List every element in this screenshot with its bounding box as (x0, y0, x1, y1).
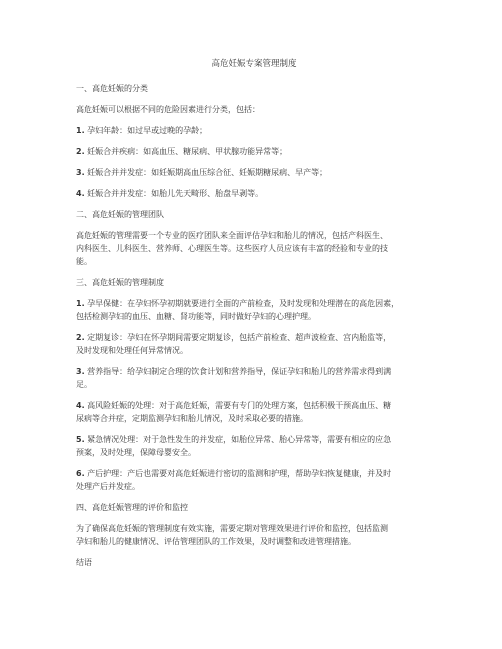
list-item (76, 433, 432, 459)
list-item (76, 166, 432, 179)
item-number: 2. (76, 333, 85, 342)
item-line: 孕早保健：在孕妇怀孕初期就要进行全面的产前检查，及时发现和处理潜在的高危因素， (87, 299, 400, 308)
section-1-heading: 一、高危妊娠的分类 (76, 84, 148, 93)
conclusion-heading: 结语 (76, 558, 92, 567)
item-line: 及时发现和处理任何异常情况。 (76, 346, 188, 355)
item-text: 妊娠合并并发症：如妊娠期高血压综合征、妊娠期糖尿病、早产等； (87, 168, 328, 177)
item-text: 妊娠合并并发症：如胎儿先天畸形、胎盘早剥等。 (87, 189, 264, 198)
item-number: 1. (76, 299, 85, 308)
item-number: 2. (76, 147, 85, 156)
item-line: 尿病等合并症，定期监测孕妇和胎儿情况，及时采取必要的措施。 (76, 414, 308, 423)
item-number: 3. (76, 367, 85, 376)
item-line: 产后护理：产后也需要对高危妊娠进行密切的监测和护理，帮助孕妇恢复健康，并及时 (87, 469, 392, 478)
item-number: 4. (76, 401, 85, 410)
list-item (76, 187, 432, 200)
list-item (76, 365, 432, 391)
section-4-heading: 四、高危妊娠管理的评价和监控 (76, 503, 188, 512)
section-3-heading: 三、高危妊娠的管理制度 (76, 278, 164, 287)
item-line: 紧急情况处理：对于急性发生的并发症，如胎位异常、胎心异常等，需要有相应的应急 (87, 435, 392, 444)
paragraph-line: 孕妇和胎儿的健康情况、评估管理团队的工作效果，及时调整和改进管理措施。 (76, 537, 356, 546)
document-page (76, 58, 432, 577)
section-2-heading: 二、高危妊娠的管理团队 (76, 210, 164, 219)
paragraph-line: 为了确保高危妊娠的管理制度有效实施，需要定期对管理效果进行评价和监控，包括监测 (76, 524, 388, 533)
item-line: 预案，及时处理，保障母婴安全。 (76, 448, 196, 457)
list-item (76, 124, 432, 137)
list-item (76, 331, 432, 357)
paragraph-line: 内科医生、儿科医生、营养师、心理医生等。这些医疗人员应该有丰富的经验和专业的技 (76, 244, 388, 253)
item-line: 包括检测孕妇的血压、血糖、肾功能等，同时做好孕妇的心理护理。 (76, 312, 316, 321)
item-text: 妊娠合并疾病：如高血压、糖尿病、甲状腺功能异常等； (87, 147, 288, 156)
list-item (76, 297, 432, 323)
item-line: 处理产后并发症。 (76, 482, 140, 491)
item-number: 3. (76, 168, 85, 177)
section-4-paragraph (76, 522, 432, 548)
item-number: 5. (76, 435, 85, 444)
item-line: 高风险妊娠的处理：对于高危妊娠，需要有专门的处理方案，包括积极干预高血压、糖 (87, 401, 392, 410)
item-number: 1. (76, 126, 85, 135)
section-2-paragraph (76, 229, 432, 268)
document-title: 高危妊娠专案管理制度 (211, 59, 297, 69)
item-text: 孕妇年龄：如过早或过晚的孕龄； (87, 126, 208, 135)
paragraph-line: 能。 (76, 257, 92, 266)
list-item (76, 399, 432, 425)
item-line: 定期复诊：孕妇在怀孕期间需要定期复诊，包括产前检查、超声波检查、宫内胎监等， (87, 333, 392, 342)
paragraph-line: 高危妊娠的管理需要一个专业的医疗团队来全面评估孕妇和胎儿的情况，包括产科医生、 (76, 231, 388, 240)
item-line: 营养指导：给孕妇制定合理的饮食计划和营养指导，保证孕妇和胎儿的营养需求得到满 (87, 367, 392, 376)
list-item (76, 467, 432, 493)
item-line: 足。 (76, 380, 92, 389)
item-number: 4. (76, 189, 85, 198)
section-1-intro: 高危妊娠可以根据不同的危险因素进行分类，包括： (76, 105, 260, 114)
list-item (76, 145, 432, 158)
item-number: 6. (76, 469, 85, 478)
